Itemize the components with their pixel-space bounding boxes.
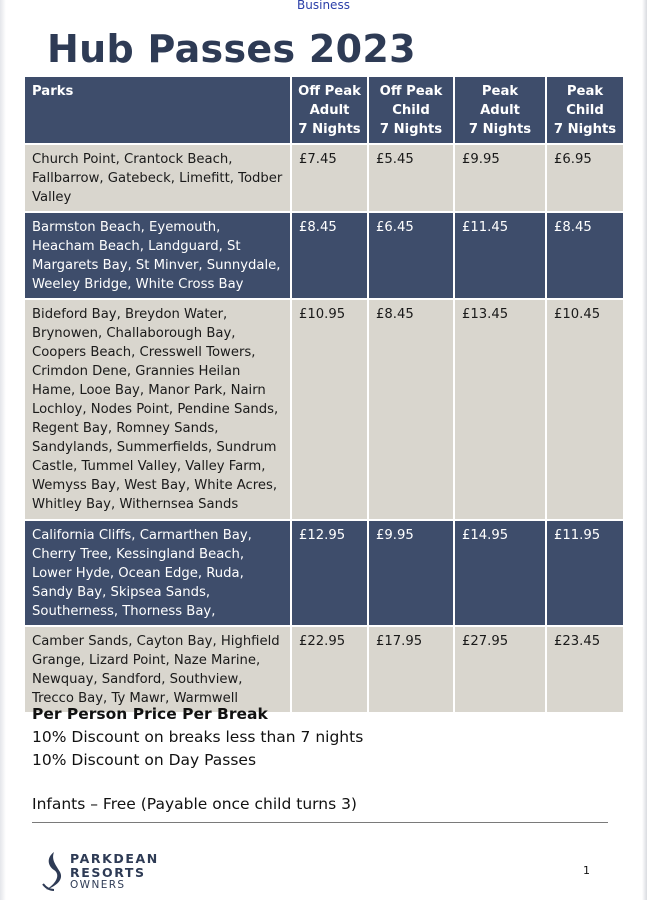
- discount-day-note: 10% Discount on Day Passes: [32, 751, 257, 769]
- column-header-line: 7 Nights: [379, 122, 443, 137]
- column-header-peak-child: [546, 76, 624, 144]
- price-off-peak-adult: £12.95: [291, 520, 368, 626]
- column-header-line: 7 Nights: [553, 122, 617, 137]
- price-peak-child: £8.45: [546, 212, 624, 299]
- price-off-peak-adult: £8.45: [291, 212, 368, 299]
- column-header-off-peak-adult: [291, 76, 368, 144]
- price-off-peak-child: £8.45: [368, 299, 454, 520]
- column-header-line: Peak: [481, 84, 519, 99]
- pricing-note-heading: Per Person Price Per Break: [32, 705, 268, 723]
- price-off-peak-child: £17.95: [368, 626, 454, 713]
- logo-text-parkdean: PARKDEAN: [70, 851, 159, 866]
- price-off-peak-child: £5.45: [368, 144, 454, 212]
- logo-text-owners: OWNERS: [70, 879, 126, 891]
- price-peak-adult: £27.95: [454, 626, 546, 713]
- price-peak-child: £10.45: [546, 299, 624, 520]
- price-peak-adult: £9.95: [454, 144, 546, 212]
- column-header-line: Child: [392, 103, 430, 118]
- parkdean-logo: [40, 850, 180, 892]
- price-peak-adult: £13.45: [454, 299, 546, 520]
- column-header-line: Off Peak: [298, 84, 361, 99]
- hub-passes-table: [23, 75, 625, 714]
- table-row: [24, 299, 624, 520]
- price-peak-child: £6.95: [546, 144, 624, 212]
- price-peak-child: £11.95: [546, 520, 624, 626]
- price-off-peak-child: £6.45: [368, 212, 454, 299]
- page-edge-right: [642, 0, 647, 900]
- column-header-line: Adult: [480, 103, 520, 118]
- business-link[interactable]: Business: [297, 0, 350, 12]
- page-number: 1: [583, 864, 590, 877]
- column-header-line: 7 Nights: [298, 122, 361, 137]
- column-header-line: Adult: [309, 103, 350, 118]
- divider: [32, 822, 608, 823]
- page-title: Hub Passes 2023: [47, 27, 416, 71]
- price-off-peak-adult: £7.45: [291, 144, 368, 212]
- table-row: [24, 626, 624, 713]
- price-peak-adult: £14.95: [454, 520, 546, 626]
- column-header-label: Parks: [32, 84, 74, 99]
- column-header-line: Child: [566, 103, 604, 118]
- column-header-off-peak-child: [368, 76, 454, 144]
- table-header-row: [24, 76, 624, 144]
- table-row: [24, 144, 624, 212]
- column-header-line: Off Peak: [379, 84, 443, 99]
- price-peak-adult: £11.45: [454, 212, 546, 299]
- discount-breaks-note: 10% Discount on breaks less than 7 nights: [32, 728, 364, 746]
- parkdean-swoosh-icon: [40, 850, 66, 892]
- parks-cell: Church Point, Crantock Beach, Fallbarrow, Gatebeck, Limefitt, Todber Valley: [24, 144, 291, 212]
- column-header-line: 7 Nights: [468, 122, 532, 137]
- price-off-peak-child: £9.95: [368, 520, 454, 626]
- column-header-parks: [24, 76, 291, 144]
- table-row: [24, 520, 624, 626]
- parks-cell: Barmston Beach, Eyemouth, Heacham Beach, Landguard, St Margarets Bay, St Minver, Sunnydale, Weeley Bridge, White Cross Bay: [24, 212, 291, 299]
- price-off-peak-adult: £10.95: [291, 299, 368, 520]
- parks-cell: California Cliffs, Carmarthen Bay, Cherry Tree, Kessingland Beach, Lower Hyde, Ocean Edge, Ruda, Sandy Bay, Skipsea Sands, Southerness, Thorness Bay,: [24, 520, 291, 626]
- column-header-peak-adult: [454, 76, 546, 144]
- table-row: [24, 212, 624, 299]
- page-edge-left: [0, 0, 6, 900]
- price-peak-child: £23.45: [546, 626, 624, 713]
- parks-cell: Camber Sands, Cayton Bay, Highfield Grange, Lizard Point, Naze Marine, Newquay, Sandford, Southview, Trecco Bay, Ty Mawr, Warmwell: [24, 626, 291, 713]
- column-header-line: Peak: [566, 84, 604, 99]
- price-off-peak-adult: £22.95: [291, 626, 368, 713]
- infants-note: Infants – Free (Payable once child turns 3): [32, 795, 357, 813]
- parks-cell: Bideford Bay, Breydon Water, Brynowen, Challaborough Bay, Coopers Beach, Cresswell Towers, Crimdon Dene, Grannies Heilan Hame, Looe Bay, Manor Park, Nairn Lochloy, Nodes Point, Pendine Sands, Regent Bay, Romney Sands, Sandylands, Summerfields, Sundrum Castle, Tummel Valley, Valley Farm, Wemyss Bay, West Bay, White Acres, Whitley Bay, Withernsea Sands: [24, 299, 291, 520]
- logo-text-resorts: RESORTS: [70, 865, 146, 880]
